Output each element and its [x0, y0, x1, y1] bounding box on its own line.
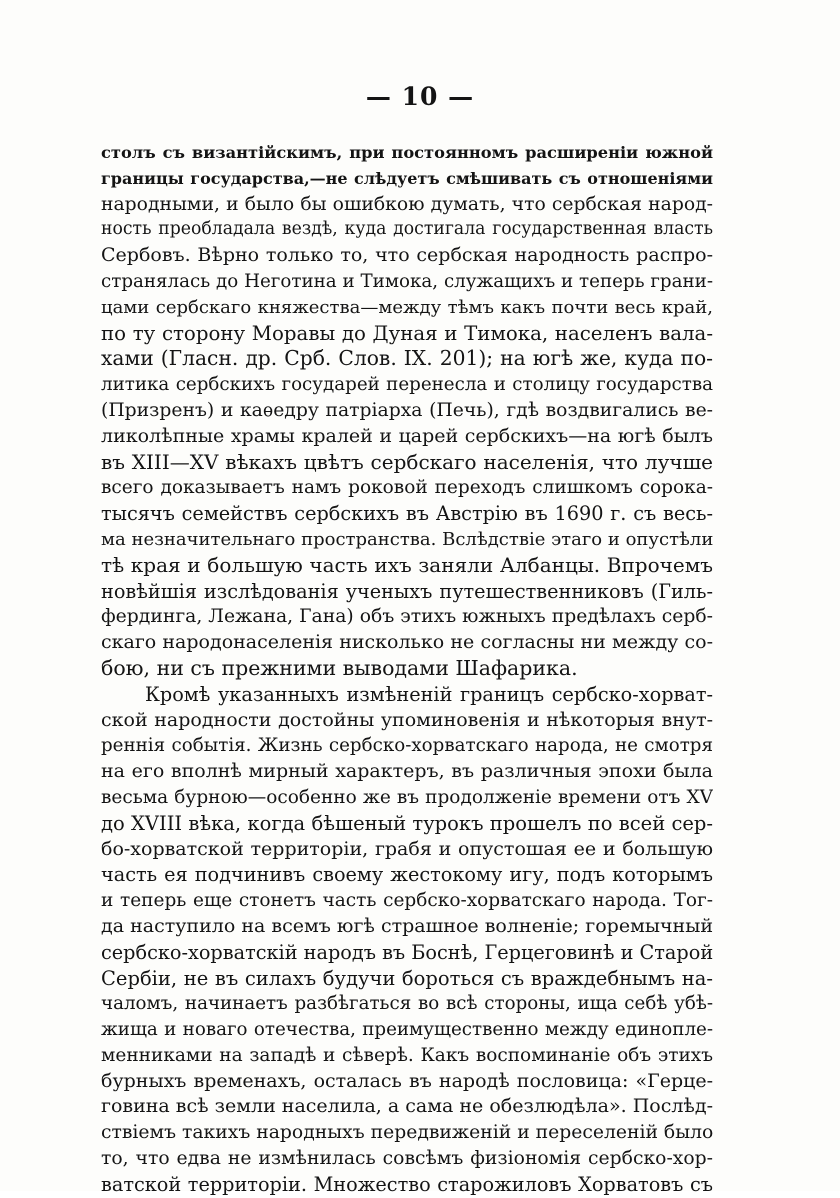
text-line: часть ея подчинивъ своему жестокому игу, подъ которымъ [101, 863, 713, 887]
text-line: въ XIII—XV вѣкахъ цвѣтъ сербскаго населенія, что лучше [101, 449, 713, 474]
text-line: ликолѣпные храмы кралей и царей сербскихъ—на югѣ былъ [101, 424, 713, 447]
text-line: народными, и было бы ошибкою думать, что сербская народ- [101, 193, 713, 215]
text-line: границы государства,—не слѣдуетъ смѣшивать съ отношеніями [101, 168, 713, 188]
text-line: столъ съ византійскимъ, при постоянномъ расширеніи южной [101, 143, 713, 162]
text-line: литика сербскихъ государей перенесла и столицу государства [101, 374, 713, 396]
text-line: фердинга, Лежана, Гана) объ этихъ южныхъ предѣлахъ серб- [101, 606, 713, 628]
text-line: Сербіи, не въ силахъ будучи бороться съ враждебнымъ на- [101, 966, 713, 990]
text-line: ма незначительнаго пространства. Вслѣдствіе этаго и опустѣли [101, 528, 713, 550]
text-line: сербско-хорватскій народъ въ Боснѣ, Герцеговинѣ и Старой [101, 940, 713, 964]
text-line: скаго народонаселенія нисколько не согласны ни между со- [101, 631, 713, 654]
text-line: ской народности достойны упоминовенія и нѣкоторыя внут- [101, 708, 713, 731]
text-line: странялась до Неготина и Тимока, служащихъ и теперь грани- [101, 270, 713, 292]
text-line: жища и новаго отечества, преимущественно между единопле- [101, 1019, 713, 1041]
text-line: новѣйшія изслѣдованія ученыхъ путешественниковъ (Гиль- [101, 579, 713, 603]
text-line: по ту сторону Моравы до Дуная и Тимока, населенъ вала- [101, 321, 713, 345]
text-line: цами сербскаго княжества—между тѣмъ какъ почти весь край, [101, 296, 713, 318]
text-line: чаломъ, начинаетъ разбѣгаться во всѣ стороны, ища себѣ убѣ- [101, 993, 713, 1015]
page-body-text [101, 140, 713, 1198]
text-line: то, что едва не измѣнилась совсѣмъ физіономія сербско-хор- [101, 1148, 713, 1170]
text-line: бурныхъ временахъ, осталась въ народѣ пословица: «Герце- [101, 1069, 713, 1092]
text-line: всего доказываетъ намъ роковой переходъ слишкомъ сорока- [101, 477, 713, 499]
text-line: говина всѣ земли населила, а сама не обезлюдѣла». Послѣд- [101, 1095, 713, 1118]
text-line: бо-хорватской территоріи, грабя и опустошая ее и большую [101, 837, 713, 860]
text-line: весьма бурною—особенно же въ продолженіе времени отъ XV [101, 786, 713, 808]
text-line: ватской территоріи. Множество старожиловъ Хорватовъ съ [101, 1172, 713, 1196]
text-line: тысячъ семействъ сербскихъ въ Австрію въ 1690 г. съ весь- [101, 502, 713, 526]
paragraph-start-line: Кромѣ указанныхъ измѣненій границъ сербско-хорват- [145, 682, 713, 706]
text-line: на его вполнѣ мирный характеръ, въ различныя эпохи была [101, 760, 713, 783]
text-line: и теперь еще стонетъ часть сербско-хорватскаго народа. Тог- [101, 890, 713, 912]
text-line: до XVIII вѣка, когда бѣшеный турокъ прошелъ по всей сер- [101, 811, 713, 835]
text-line: ность преобладала вездѣ, куда достигала государственная власть [101, 219, 713, 240]
text-line: хами (Гласн. др. Срб. Слов. IX. 201); на югѣ же, куда по- [101, 346, 713, 371]
text-line: (Призренъ) и каѳедру патріарха (Печь), гдѣ воздвигались ве- [101, 399, 713, 421]
paragraph-end-line: бою, ни съ прежними выводами Шафарика. [101, 655, 578, 680]
text-line: тѣ края и большую часть ихъ заняли Албанцы. Впрочемъ [101, 552, 713, 577]
text-line: ствіемъ такихъ народныхъ передвиженій и переселеній было [101, 1122, 713, 1144]
text-line: да наступило на всемъ югѣ страшное волненіе; горемычный [101, 914, 713, 937]
text-line: реннія событія. Жизнь сербско-хорватскаго народа, не смотря [101, 735, 713, 757]
text-line: Сербовъ. Вѣрно только то, что сербская народность распро- [101, 244, 713, 267]
page-number-header: — 10 — [365, 82, 475, 111]
text-line: менниками на западѣ и сѣверѣ. Какъ воспоминаніе объ этихъ [101, 1044, 713, 1066]
